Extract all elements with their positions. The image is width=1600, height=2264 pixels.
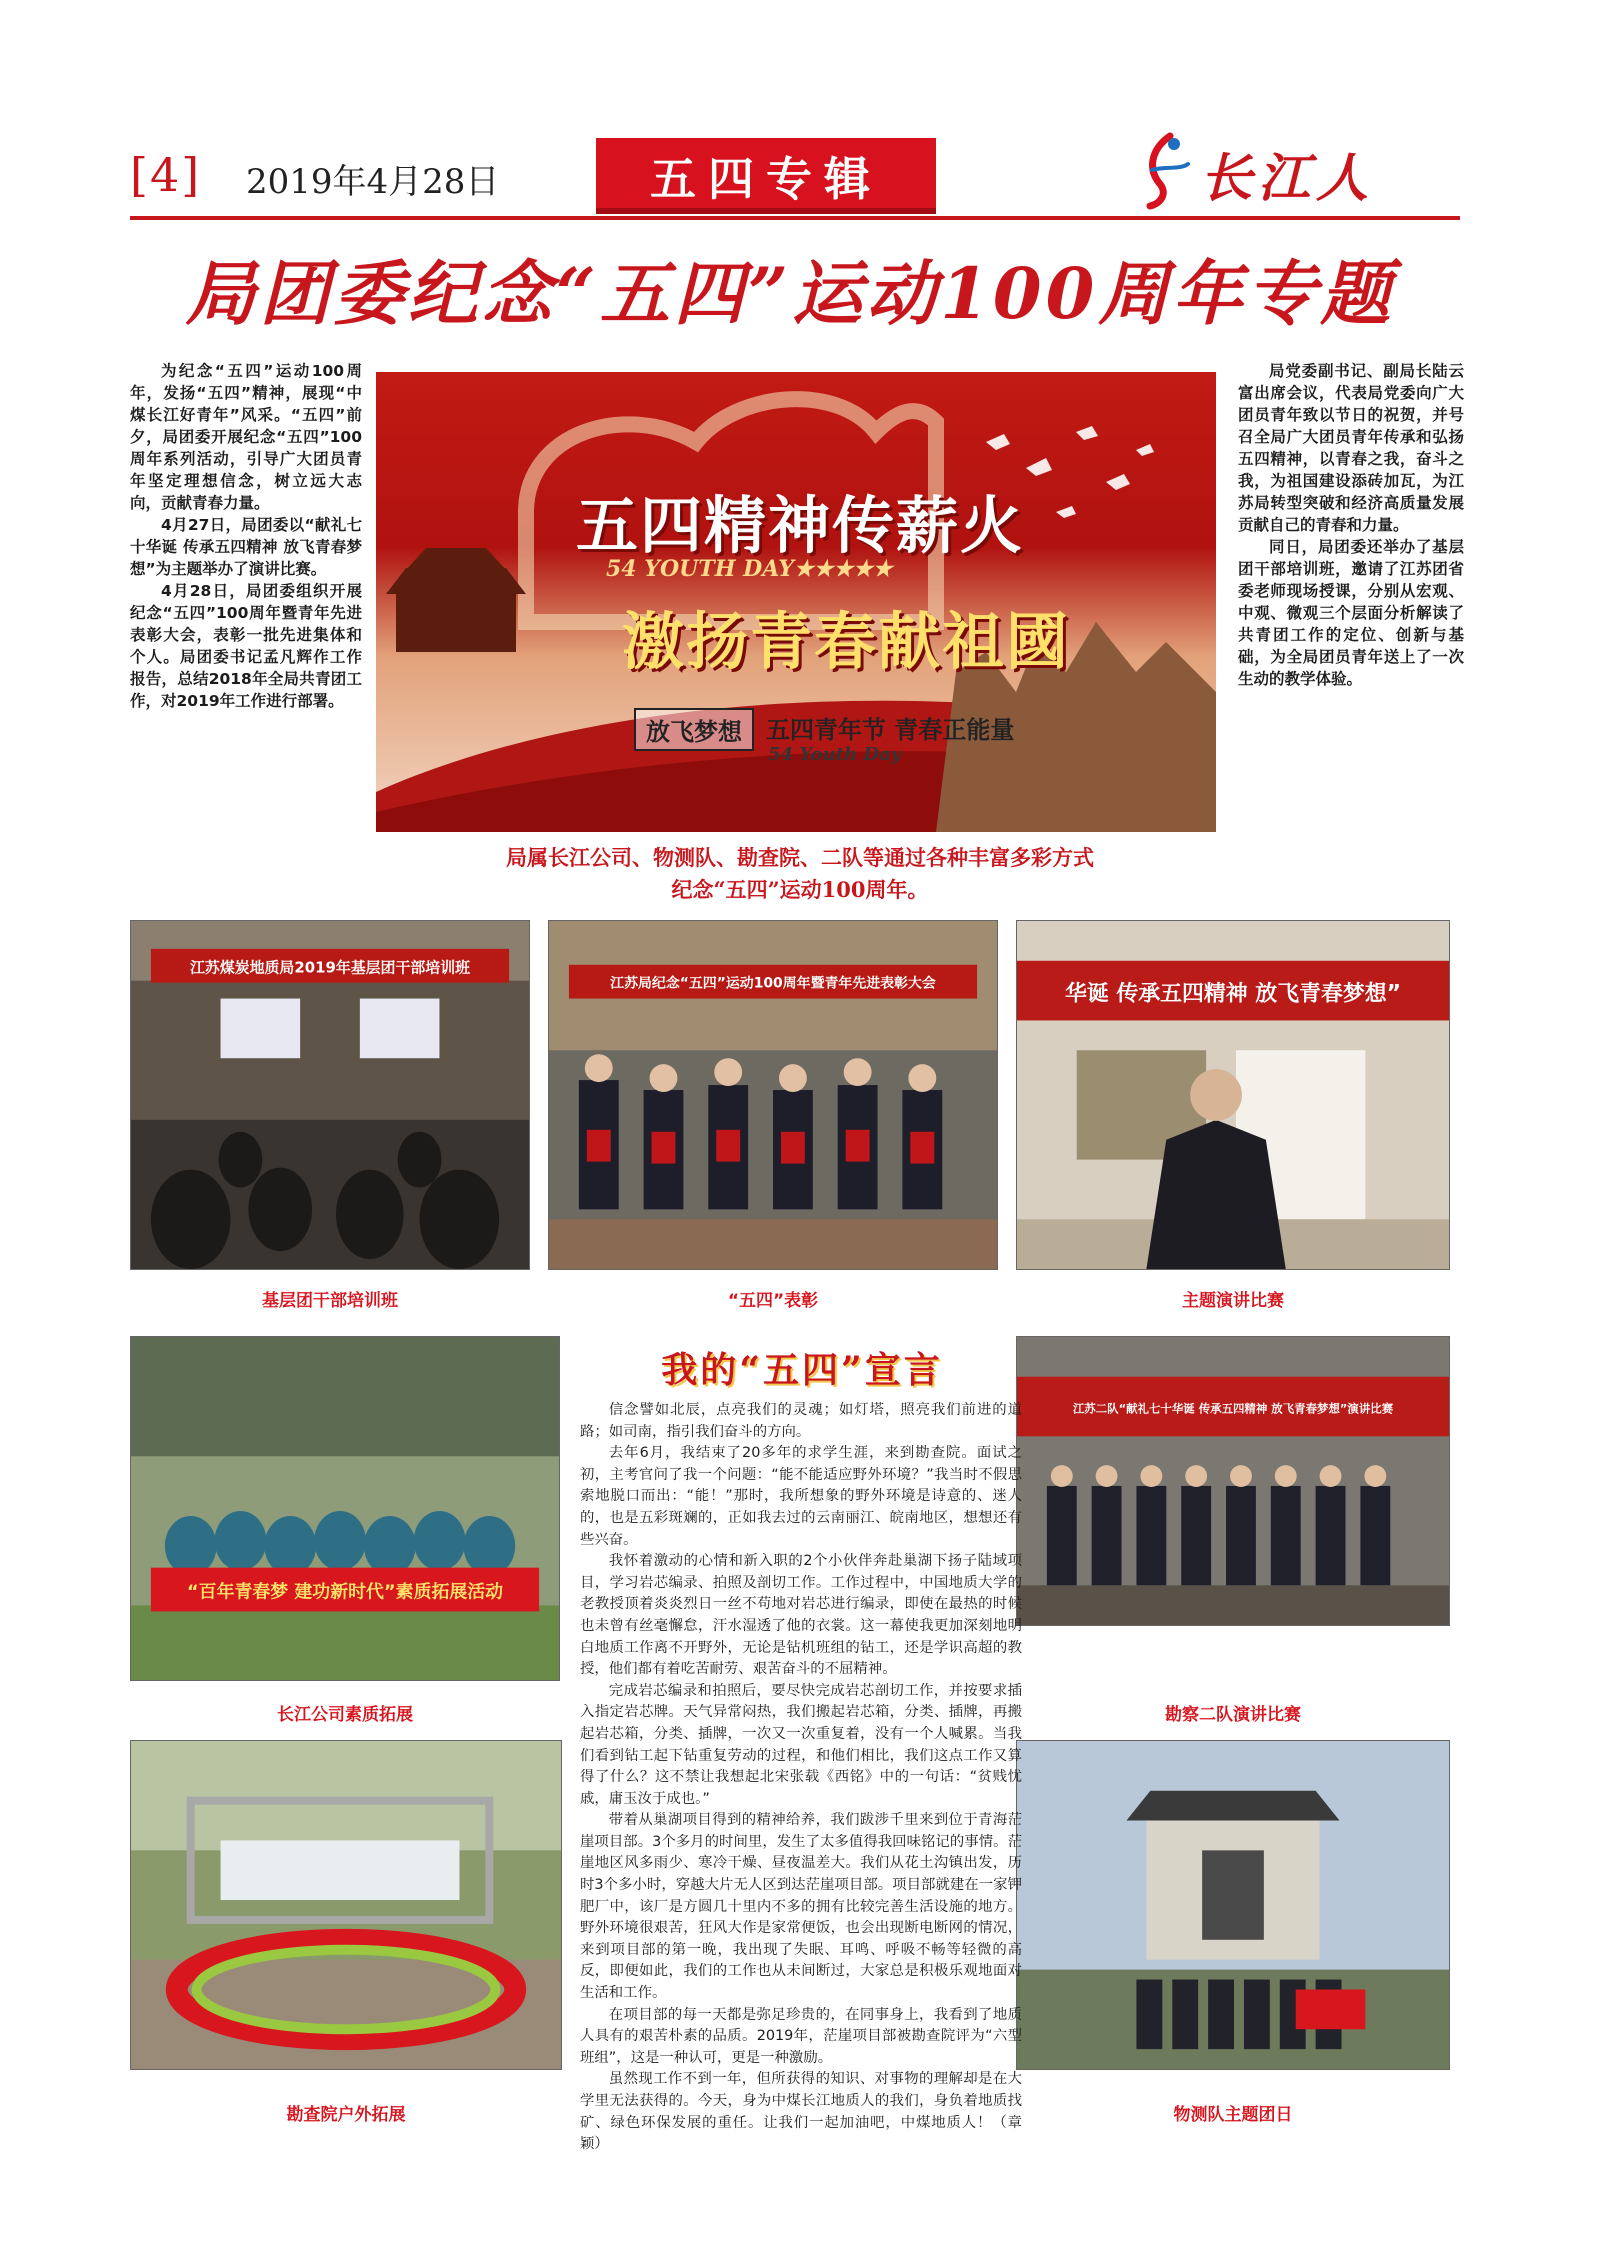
photo-speech-contest [1016,920,1450,1270]
photo-6-caption: 勘查院户外拓展 [286,2105,406,2125]
banner-headline-1: 五四精神传薪火 [576,489,1025,562]
youth-day-banner-image [376,372,1216,832]
photo-3-screen-text: 华诞 传承五四精神 放飞青春梦想” [1064,981,1402,1007]
photo-outdoor-training [130,1740,562,2070]
photo-training-class [130,920,530,1270]
photo-team-building [130,1336,560,1681]
declaration-paragraph-3: 我怀着激动的心情和新入职的2个小伙伴奔赴巢湖下扬子陆域项目，学习岩芯编录、拍照及剖切工作。工作过程中，中国地质大学的老教授顶着炎炎烈日一丝不苟地对岩芯进行编录，即使在最热的时候也未曾有丝毫懈怠，汗水湿透了他的衣裳。这一幕使我更加深刻地明白地质工作离不开野外，无论是钻机班组的钻工，还是学识高超的教授，他们都有着吃苦耐劳、艰苦奋斗的不屈精神。 [580,1553,1022,1678]
section-banner: 五四专辑 [596,138,936,214]
banner-subline: 54 YOUTH DAY★★★★★ [606,556,893,582]
activities-caption [300,842,1300,906]
declaration-paragraph-1: 信念譬如北辰，点亮我们的灵魂；如灯塔，照亮我们前进的道路；如司南，指引我们奋斗的方向。 [580,1402,1022,1440]
photo-2-caption: “五四”表彰 [727,1291,819,1311]
feature-title: 局团委纪念“五四”运动100周年专题 [185,252,1395,335]
photo-second-team-speech [1016,1336,1450,1626]
photo-5-screen-text: 江苏二队“献礼七十华诞 传承五四精神 放飞青春梦想”演讲比赛 [1072,1401,1394,1416]
photo-commendation [548,920,998,1270]
photo-1-caption: 基层团干部培训班 [262,1291,398,1311]
header-divider [130,216,1460,220]
banner-tag-youth-day: 五四青年节 青春正能量 [766,716,1015,744]
banner-headline-2: 激扬青春献祖國 [622,605,1071,678]
declaration-title: 我的“五四”宣言 [661,1349,943,1391]
declaration-body [580,1400,1022,2156]
photo-4-banner-text: “百年青春梦 建功新时代”素质拓展活动 [186,1581,504,1603]
brand-name: 长江人 [1200,148,1375,209]
right-paragraph-2: 同日，局团委还举办了基层团干部培训班，邀请了江苏团省委老师现场授课，分别从宏观、中观、微观三个层面分析解读了共青团工作的定位、创新与基础，为全局团员青年送上了一次生动的教学体验。 [1238,538,1464,688]
photo-4-caption: 长江公司素质拓展 [277,1705,413,1725]
left-column-text [130,360,362,712]
page-number: [4] [130,148,202,202]
declaration-paragraph-4: 完成岩芯编录和拍照后，要尽快完成岩芯剖切工作，并按要求插入指定岩芯牌。天气异常闷热，我们搬起岩芯箱，分类、插牌，再搬起岩芯箱，分类、插牌，一次又一次重复着，没有一个人喊累。当我们看到钻工起下钻重复劳动的过程，和他们相比，我们这点工作又算得了什么？这不禁让我想起北宋张载《西铭》中的一句话：“贫贱忧戚，庸玉汝于成也。” [580,1682,1022,1807]
masthead-brand [1130,130,1450,210]
declaration-paragraph-6: 在项目部的每一天都是弥足珍贵的，在同事身上，我看到了地质人具有的艰苦朴素的品质。2019年，茫崖项目部被勘查院评为“六型班组”，这是一种认可，更是一种激励。 [580,2006,1022,2066]
activities-caption-line-1: 局属长江公司、物测队、勘查院、二队等通过各种丰富多彩方式 [506,845,1094,870]
banner-tag-dream: 放飞梦想 [634,708,754,751]
photo-2-screen-text: 江苏局纪念“五四”运动100周年暨青年先进表彰大会 [610,975,936,992]
banner-tag-english: 54 Youth Day [768,744,902,765]
right-column-text [1238,360,1464,690]
right-paragraph-1: 局党委副书记、副局长陆云富出席会议，代表局党委向广大团员青年致以节日的祝贺，并号召全局广大团员青年传承和弘扬五四精神，以青春之我，奋斗之我，为祖国建设添砖加瓦，为江苏局转型突破和经济高质量发展贡献自己的青春和力量。 [1238,362,1464,534]
left-paragraph-1: 为纪念“五四”运动100周年，发扬“五四”精神，展现“中煤长江好青年”风采。“五四”前夕，局团委开展纪念“五四”100周年系列活动，引导广大团员青年坚定理想信念，树立远大志向，贡献青春力量。 [130,362,362,512]
brand-logo-icon [1130,130,1200,210]
declaration-paragraph-2: 去年6月，我结束了20多年的求学生涯，来到勘查院。面试之初，主考官问了我一个问题：“能不能适应野外环境？”我当时不假思索地脱口而出：“能！”那时，我所想象的野外环境是诗意的、迷人的，也是五彩斑斓的，正如我去过的云南丽江、皖南地区，想想还有些兴奋。 [580,1445,1022,1548]
declaration-paragraph-7: 虽然现工作不到一年，但所获得的知识、对事物的理解却是在大学里无法获得的。今天，身为中煤长江地质人的我们，身负着地质找矿、绿色环保发展的重任。让我们一起加油吧，中煤地质人！（章 颖） [580,2071,1022,2153]
left-paragraph-3: 4月28日，局团委组织开展纪念“五四”100周年暨青年先进表彰大会，表彰一批先进集体和个人。局团委书记孟凡辉作工作报告，总结2018年全局共青团工作，对2019年工作进行部署。 [130,582,362,710]
photo-1-screen-text: 江苏煤炭地质局2019年基层团干部培训班 [189,958,471,977]
photo-7-caption: 物测队主题团日 [1173,2105,1293,2125]
photo-5-caption: 勘察二队演讲比赛 [1165,1705,1301,1725]
issue-date: 2019年4月28日 [246,162,500,202]
activities-caption-line-2: 纪念“五四”运动100周年。 [671,877,929,902]
left-paragraph-2: 4月27日，局团委以“献礼七十华诞 传承五四精神 放飞青春梦想”为主题举办了演讲比赛。 [130,516,362,578]
photo-theme-league-day [1016,1740,1450,2070]
photo-3-caption: 主题演讲比赛 [1182,1291,1284,1311]
declaration-paragraph-5: 带着从巢湖项目得到的精神给养，我们跋涉千里来到位于青海茫崖项目部。3个多月的时间里，发生了太多值得我回味铭记的事情。茫崖地区风多雨少、寒冷干燥、昼夜温差大。我们从花土沟镇出发，历时3个多小时，穿越大片无人区到达茫崖项目部。项目部就建在一家钾肥厂中，该厂是方圆几十里内不多的拥有比较完善生活设施的地方。野外环境很艰苦，狂风大作是家常便饭，也会出现断电断网的情况，来到项目部的第一晚，我出现了失眠、耳鸣、呼吸不畅等轻微的高反，即便如此，我们的工作也从未间断过，大家总是积极乐观地面对生活和工作。 [580,1812,1022,2002]
